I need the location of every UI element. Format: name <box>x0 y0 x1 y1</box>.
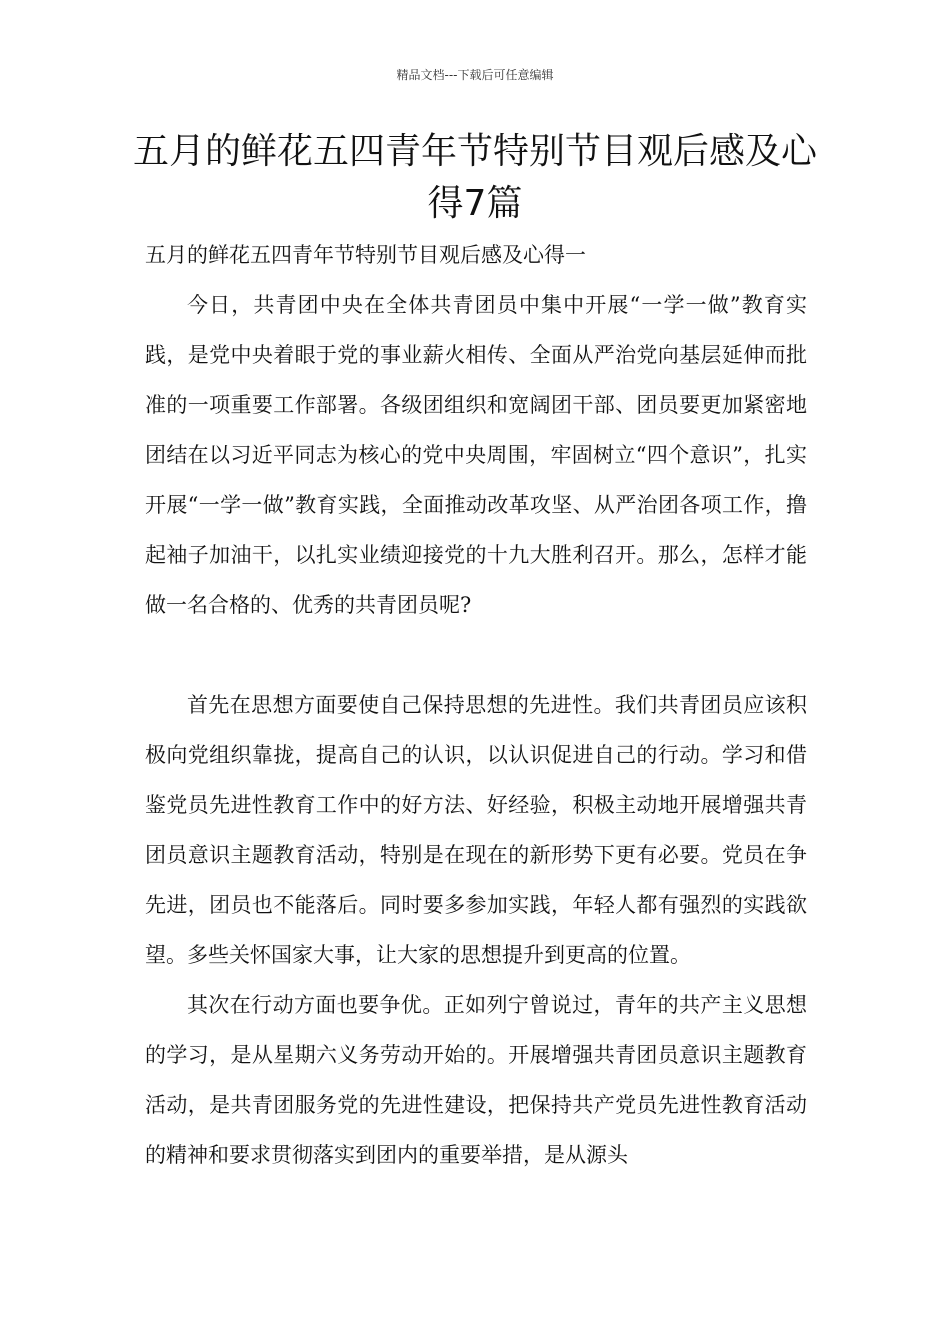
document-title: 五月的鲜花五四青年节特别节目观后感及心得7篇 <box>132 131 817 224</box>
paragraph-1: 今日，共青团中央在全体共青团员中集中开展“一学一做”教育实践，是党中央着眼于党的事业薪火相传、全面从严治党向基层延伸而批准的一项重要工作部署。各级团组织和宽阔团干部、团员要更加紧密地团结在以习近平同志为核心的党中央周围，牢固树立“四个意识”，扎实开展“一学一做”教育实践，全面推动改革攻坚、从严治团各项工作，撸起袖子加油干，以扎实业绩迎接党的十九大胜利召开。那么，怎样才能做一名合格的、优秀的共青团员呢? <box>145 293 807 617</box>
paragraph-2: 首先在思想方面要使自己保持思想的先进性。我们共青团员应该积极向党组织靠拢，提高自己的认识，以认识促进自己的行动。学习和借鉴党员先进性教育工作中的好方法、好经验，积极主动地开展增强共青团员意识主题教育活动，特别是在现在的新形势下更有必要。党员在争先进，团员也不能落后。同时要多参加实践，年轻人都有强烈的实践欲望。多些关怀国家大事，让大家的思想提升到更高的位置。 <box>145 693 807 967</box>
document-body <box>145 230 807 1180</box>
page-header: 精品文档---下载后可任意编辑 <box>396 68 554 82</box>
paragraph-3: 其次在行动方面也要争优。正如列宁曾说过，青年的共产主义思想的学习，是从星期六义务劳动开始的。开展增强共青团员意识主题教育活动，是共青团服务党的先进性建设，把保持共产党员先进性教育活动的精神和要求贯彻落实到团内的重要举措，是从源头 <box>145 993 807 1167</box>
paragraph-gap <box>145 630 807 680</box>
section-subtitle: 五月的鲜花五四青年节特别节目观后感及心得一 <box>145 243 586 267</box>
